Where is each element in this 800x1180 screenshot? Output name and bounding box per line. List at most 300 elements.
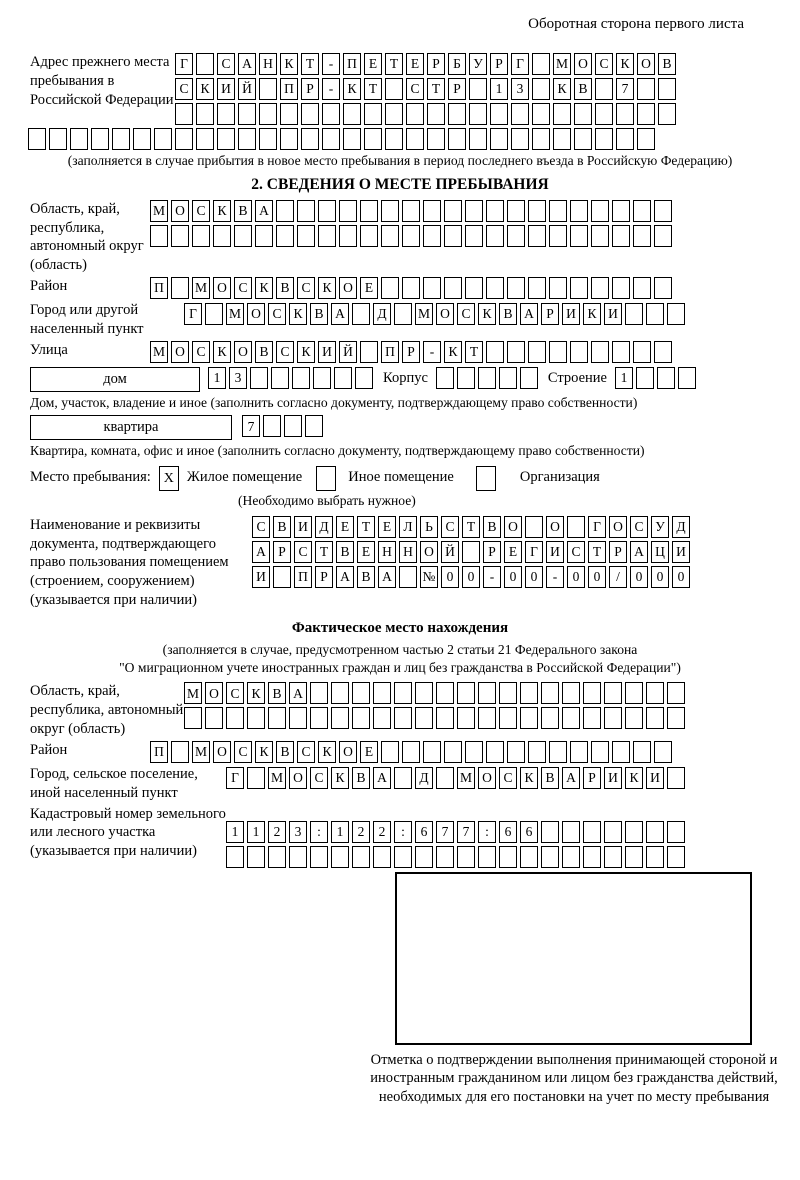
char-cell[interactable] (532, 128, 550, 150)
char-cell[interactable] (297, 200, 315, 222)
char-cell[interactable] (574, 128, 592, 150)
char-cell[interactable] (436, 367, 454, 389)
char-cell[interactable]: 0 (504, 566, 522, 588)
char-cell[interactable] (355, 367, 373, 389)
char-cell[interactable]: С (630, 516, 648, 538)
char-cell[interactable] (525, 516, 543, 538)
char-cell[interactable]: О (637, 53, 655, 75)
char-cell[interactable] (499, 682, 517, 704)
char-cell[interactable] (553, 103, 571, 125)
char-cell[interactable]: А (252, 541, 270, 563)
char-cell[interactable]: А (289, 682, 307, 704)
char-cell[interactable] (637, 128, 655, 150)
char-cell[interactable] (280, 128, 298, 150)
char-cell[interactable] (636, 367, 654, 389)
char-cell[interactable] (436, 767, 454, 789)
char-cell[interactable] (381, 200, 399, 222)
char-cell[interactable] (604, 846, 622, 868)
char-cell[interactable]: М (457, 767, 475, 789)
char-cell[interactable] (570, 341, 588, 363)
char-cell[interactable] (612, 225, 630, 247)
char-cell[interactable]: К (625, 767, 643, 789)
char-cell[interactable]: О (205, 682, 223, 704)
char-cell[interactable] (667, 707, 685, 729)
char-cell[interactable] (528, 200, 546, 222)
char-cell[interactable] (528, 741, 546, 763)
confirmation-stamp-area[interactable] (395, 872, 752, 1045)
char-cell[interactable]: П (381, 341, 399, 363)
char-cell[interactable]: О (574, 53, 592, 75)
char-cell[interactable] (406, 128, 424, 150)
char-cell[interactable]: Р (541, 303, 559, 325)
char-cell[interactable] (469, 78, 487, 100)
char-cell[interactable] (226, 707, 244, 729)
char-cell[interactable]: О (234, 341, 252, 363)
char-cell[interactable]: О (213, 277, 231, 299)
char-cell[interactable] (541, 707, 559, 729)
char-cell[interactable]: В (276, 277, 294, 299)
char-cell[interactable] (436, 682, 454, 704)
char-cell[interactable]: 7 (457, 821, 475, 843)
char-cell[interactable] (633, 200, 651, 222)
char-cell[interactable]: Г (588, 516, 606, 538)
char-cell[interactable]: 1 (490, 78, 508, 100)
char-cell[interactable]: - (483, 566, 501, 588)
char-cell[interactable]: Ц (651, 541, 669, 563)
char-cell[interactable] (591, 341, 609, 363)
char-cell[interactable] (562, 682, 580, 704)
char-cell[interactable] (301, 103, 319, 125)
char-cell[interactable] (667, 846, 685, 868)
char-cell[interactable]: 3 (229, 367, 247, 389)
char-cell[interactable]: Р (583, 767, 601, 789)
char-cell[interactable] (616, 128, 634, 150)
char-cell[interactable]: 0 (525, 566, 543, 588)
char-cell[interactable] (373, 846, 391, 868)
char-cell[interactable]: № (420, 566, 438, 588)
char-cell[interactable] (532, 103, 550, 125)
char-cell[interactable] (133, 128, 151, 150)
char-cell[interactable]: И (604, 303, 622, 325)
char-cell[interactable]: / (609, 566, 627, 588)
char-cell[interactable]: М (226, 303, 244, 325)
char-cell[interactable]: А (238, 53, 256, 75)
char-cell[interactable]: К (331, 767, 349, 789)
char-cell[interactable]: О (436, 303, 454, 325)
char-cell[interactable] (331, 846, 349, 868)
char-cell[interactable]: Т (588, 541, 606, 563)
char-cell[interactable]: 7 (242, 415, 260, 437)
char-cell[interactable] (532, 53, 550, 75)
char-cell[interactable]: Т (462, 516, 480, 538)
char-cell[interactable]: К (289, 303, 307, 325)
char-cell[interactable] (444, 741, 462, 763)
char-cell[interactable]: И (318, 341, 336, 363)
char-cell[interactable]: С (192, 200, 210, 222)
char-cell[interactable] (385, 128, 403, 150)
char-cell[interactable] (301, 128, 319, 150)
char-cell[interactable]: Т (385, 53, 403, 75)
char-cell[interactable]: Л (399, 516, 417, 538)
char-cell[interactable]: О (504, 516, 522, 538)
char-cell[interactable] (427, 128, 445, 150)
char-cell[interactable] (528, 277, 546, 299)
char-cell[interactable] (318, 225, 336, 247)
char-cell[interactable] (469, 103, 487, 125)
char-cell[interactable] (612, 741, 630, 763)
char-cell[interactable]: В (352, 767, 370, 789)
char-cell[interactable] (205, 707, 223, 729)
char-cell[interactable]: К (196, 78, 214, 100)
char-cell[interactable] (583, 707, 601, 729)
char-cell[interactable]: Р (483, 541, 501, 563)
char-cell[interactable] (381, 741, 399, 763)
char-cell[interactable] (499, 846, 517, 868)
char-cell[interactable] (331, 707, 349, 729)
char-cell[interactable] (462, 541, 480, 563)
char-cell[interactable] (402, 741, 420, 763)
char-cell[interactable]: О (289, 767, 307, 789)
char-cell[interactable] (259, 103, 277, 125)
char-cell[interactable] (171, 277, 189, 299)
char-cell[interactable] (646, 846, 664, 868)
char-cell[interactable] (399, 566, 417, 588)
apartment-writein-box[interactable] (30, 415, 232, 440)
char-cell[interactable] (373, 682, 391, 704)
char-cell[interactable] (394, 846, 412, 868)
char-cell[interactable]: : (310, 821, 328, 843)
char-cell[interactable] (415, 846, 433, 868)
char-cell[interactable]: У (469, 53, 487, 75)
char-cell[interactable] (486, 225, 504, 247)
char-cell[interactable] (633, 277, 651, 299)
char-cell[interactable] (667, 821, 685, 843)
char-cell[interactable]: 0 (567, 566, 585, 588)
char-cell[interactable]: Е (336, 516, 354, 538)
stay-type-checkbox-residential[interactable]: X (159, 466, 179, 491)
char-cell[interactable] (292, 367, 310, 389)
char-cell[interactable]: К (553, 78, 571, 100)
char-cell[interactable] (343, 103, 361, 125)
char-cell[interactable] (637, 78, 655, 100)
char-cell[interactable]: С (595, 53, 613, 75)
char-cell[interactable]: С (234, 277, 252, 299)
char-cell[interactable] (591, 741, 609, 763)
char-cell[interactable] (234, 225, 252, 247)
char-cell[interactable]: 2 (352, 821, 370, 843)
char-cell[interactable] (678, 367, 696, 389)
char-cell[interactable] (423, 200, 441, 222)
char-cell[interactable] (469, 128, 487, 150)
char-cell[interactable] (394, 767, 412, 789)
char-cell[interactable]: А (630, 541, 648, 563)
char-cell[interactable] (276, 225, 294, 247)
char-cell[interactable] (448, 128, 466, 150)
char-cell[interactable] (658, 103, 676, 125)
char-cell[interactable]: П (150, 277, 168, 299)
char-cell[interactable]: А (378, 566, 396, 588)
char-cell[interactable] (658, 78, 676, 100)
char-cell[interactable] (591, 200, 609, 222)
house-writein-box[interactable] (30, 367, 200, 392)
char-cell[interactable]: 0 (588, 566, 606, 588)
char-cell[interactable]: О (247, 303, 265, 325)
char-cell[interactable] (541, 846, 559, 868)
char-cell[interactable]: Д (315, 516, 333, 538)
char-cell[interactable]: О (339, 741, 357, 763)
char-cell[interactable] (654, 200, 672, 222)
char-cell[interactable] (465, 277, 483, 299)
char-cell[interactable] (402, 200, 420, 222)
char-cell[interactable] (226, 846, 244, 868)
char-cell[interactable]: О (339, 277, 357, 299)
char-cell[interactable] (528, 225, 546, 247)
char-cell[interactable] (667, 303, 685, 325)
char-cell[interactable]: А (255, 200, 273, 222)
char-cell[interactable]: У (651, 516, 669, 538)
char-cell[interactable] (444, 225, 462, 247)
char-cell[interactable]: С (192, 341, 210, 363)
char-cell[interactable] (247, 707, 265, 729)
char-cell[interactable]: И (546, 541, 564, 563)
char-cell[interactable]: Р (273, 541, 291, 563)
char-cell[interactable] (465, 741, 483, 763)
char-cell[interactable] (70, 128, 88, 150)
char-cell[interactable] (352, 303, 370, 325)
char-cell[interactable] (654, 741, 672, 763)
char-cell[interactable] (322, 103, 340, 125)
char-cell[interactable]: Р (609, 541, 627, 563)
char-cell[interactable]: С (441, 516, 459, 538)
char-cell[interactable]: - (423, 341, 441, 363)
char-cell[interactable]: О (478, 767, 496, 789)
char-cell[interactable] (567, 516, 585, 538)
char-cell[interactable]: М (150, 200, 168, 222)
char-cell[interactable] (436, 846, 454, 868)
char-cell[interactable] (625, 846, 643, 868)
char-cell[interactable]: А (331, 303, 349, 325)
char-cell[interactable] (654, 277, 672, 299)
char-cell[interactable] (196, 103, 214, 125)
char-cell[interactable] (507, 341, 525, 363)
char-cell[interactable] (595, 103, 613, 125)
char-cell[interactable] (507, 277, 525, 299)
char-cell[interactable] (205, 303, 223, 325)
char-cell[interactable] (331, 682, 349, 704)
char-cell[interactable]: Й (339, 341, 357, 363)
char-cell[interactable]: Д (373, 303, 391, 325)
char-cell[interactable] (448, 103, 466, 125)
char-cell[interactable] (499, 707, 517, 729)
char-cell[interactable] (268, 707, 286, 729)
char-cell[interactable] (478, 846, 496, 868)
char-cell[interactable] (549, 200, 567, 222)
char-cell[interactable] (196, 128, 214, 150)
char-cell[interactable] (175, 128, 193, 150)
char-cell[interactable]: 6 (415, 821, 433, 843)
char-cell[interactable] (381, 225, 399, 247)
char-cell[interactable]: И (646, 767, 664, 789)
char-cell[interactable]: В (357, 566, 375, 588)
char-cell[interactable]: Т (364, 78, 382, 100)
char-cell[interactable] (570, 277, 588, 299)
char-cell[interactable] (238, 103, 256, 125)
char-cell[interactable]: И (252, 566, 270, 588)
char-cell[interactable] (486, 741, 504, 763)
char-cell[interactable]: Е (406, 53, 424, 75)
char-cell[interactable] (444, 277, 462, 299)
char-cell[interactable] (305, 415, 323, 437)
char-cell[interactable]: П (150, 741, 168, 763)
char-cell[interactable] (633, 341, 651, 363)
char-cell[interactable]: В (268, 682, 286, 704)
char-cell[interactable]: В (310, 303, 328, 325)
char-cell[interactable] (427, 103, 445, 125)
char-cell[interactable]: 1 (615, 367, 633, 389)
char-cell[interactable] (616, 103, 634, 125)
char-cell[interactable]: К (583, 303, 601, 325)
char-cell[interactable] (486, 200, 504, 222)
char-cell[interactable] (415, 682, 433, 704)
char-cell[interactable] (171, 741, 189, 763)
char-cell[interactable] (562, 707, 580, 729)
char-cell[interactable]: Е (378, 516, 396, 538)
char-cell[interactable]: О (213, 741, 231, 763)
char-cell[interactable]: В (658, 53, 676, 75)
char-cell[interactable]: П (343, 53, 361, 75)
char-cell[interactable] (667, 767, 685, 789)
char-cell[interactable]: Е (504, 541, 522, 563)
char-cell[interactable]: А (336, 566, 354, 588)
char-cell[interactable]: А (373, 767, 391, 789)
char-cell[interactable] (373, 707, 391, 729)
char-cell[interactable]: С (217, 53, 235, 75)
char-cell[interactable]: О (546, 516, 564, 538)
char-cell[interactable]: - (546, 566, 564, 588)
char-cell[interactable]: П (294, 566, 312, 588)
char-cell[interactable] (381, 277, 399, 299)
char-cell[interactable] (280, 103, 298, 125)
char-cell[interactable] (196, 53, 214, 75)
char-cell[interactable] (646, 682, 664, 704)
char-cell[interactable] (562, 846, 580, 868)
char-cell[interactable]: М (268, 767, 286, 789)
char-cell[interactable]: Т (315, 541, 333, 563)
char-cell[interactable] (334, 367, 352, 389)
char-cell[interactable] (478, 367, 496, 389)
char-cell[interactable]: С (294, 541, 312, 563)
char-cell[interactable]: : (394, 821, 412, 843)
char-cell[interactable]: М (192, 741, 210, 763)
char-cell[interactable] (310, 682, 328, 704)
char-cell[interactable]: Г (175, 53, 193, 75)
char-cell[interactable] (633, 741, 651, 763)
char-cell[interactable] (247, 767, 265, 789)
char-cell[interactable]: В (483, 516, 501, 538)
char-cell[interactable] (667, 682, 685, 704)
char-cell[interactable] (591, 277, 609, 299)
char-cell[interactable] (625, 682, 643, 704)
char-cell[interactable]: Ь (420, 516, 438, 538)
char-cell[interactable] (271, 367, 289, 389)
char-cell[interactable]: В (499, 303, 517, 325)
char-cell[interactable]: К (213, 341, 231, 363)
char-cell[interactable] (385, 78, 403, 100)
char-cell[interactable]: М (184, 682, 202, 704)
char-cell[interactable]: И (672, 541, 690, 563)
char-cell[interactable]: Т (301, 53, 319, 75)
stay-type-checkbox-organization[interactable] (476, 466, 496, 491)
char-cell[interactable] (595, 78, 613, 100)
char-cell[interactable] (360, 341, 378, 363)
char-cell[interactable]: - (322, 78, 340, 100)
char-cell[interactable]: П (280, 78, 298, 100)
char-cell[interactable]: О (420, 541, 438, 563)
char-cell[interactable]: М (150, 341, 168, 363)
char-cell[interactable] (478, 707, 496, 729)
char-cell[interactable] (583, 821, 601, 843)
char-cell[interactable] (478, 682, 496, 704)
char-cell[interactable]: 3 (511, 78, 529, 100)
char-cell[interactable]: С (226, 682, 244, 704)
char-cell[interactable] (289, 707, 307, 729)
char-cell[interactable]: Р (490, 53, 508, 75)
char-cell[interactable]: 2 (373, 821, 391, 843)
char-cell[interactable] (625, 303, 643, 325)
char-cell[interactable] (612, 200, 630, 222)
char-cell[interactable] (402, 225, 420, 247)
char-cell[interactable] (583, 846, 601, 868)
char-cell[interactable] (637, 103, 655, 125)
char-cell[interactable]: В (276, 741, 294, 763)
char-cell[interactable] (436, 707, 454, 729)
char-cell[interactable] (570, 225, 588, 247)
char-cell[interactable] (364, 103, 382, 125)
char-cell[interactable]: М (415, 303, 433, 325)
char-cell[interactable]: 1 (247, 821, 265, 843)
char-cell[interactable]: К (280, 53, 298, 75)
char-cell[interactable] (247, 846, 265, 868)
char-cell[interactable] (541, 821, 559, 843)
char-cell[interactable] (528, 341, 546, 363)
char-cell[interactable] (255, 225, 273, 247)
char-cell[interactable]: С (457, 303, 475, 325)
char-cell[interactable] (423, 225, 441, 247)
char-cell[interactable] (486, 341, 504, 363)
char-cell[interactable] (276, 200, 294, 222)
char-cell[interactable]: В (541, 767, 559, 789)
char-cell[interactable] (520, 846, 538, 868)
char-cell[interactable] (486, 277, 504, 299)
char-cell[interactable] (352, 846, 370, 868)
char-cell[interactable]: Е (360, 741, 378, 763)
char-cell[interactable] (259, 128, 277, 150)
char-cell[interactable] (646, 707, 664, 729)
char-cell[interactable]: Г (226, 767, 244, 789)
char-cell[interactable] (465, 200, 483, 222)
char-cell[interactable] (352, 682, 370, 704)
char-cell[interactable] (385, 103, 403, 125)
char-cell[interactable]: Н (378, 541, 396, 563)
char-cell[interactable]: К (318, 741, 336, 763)
char-cell[interactable]: А (520, 303, 538, 325)
char-cell[interactable]: С (499, 767, 517, 789)
char-cell[interactable] (273, 566, 291, 588)
char-cell[interactable]: С (234, 741, 252, 763)
char-cell[interactable] (28, 128, 46, 150)
char-cell[interactable] (457, 707, 475, 729)
char-cell[interactable] (339, 225, 357, 247)
